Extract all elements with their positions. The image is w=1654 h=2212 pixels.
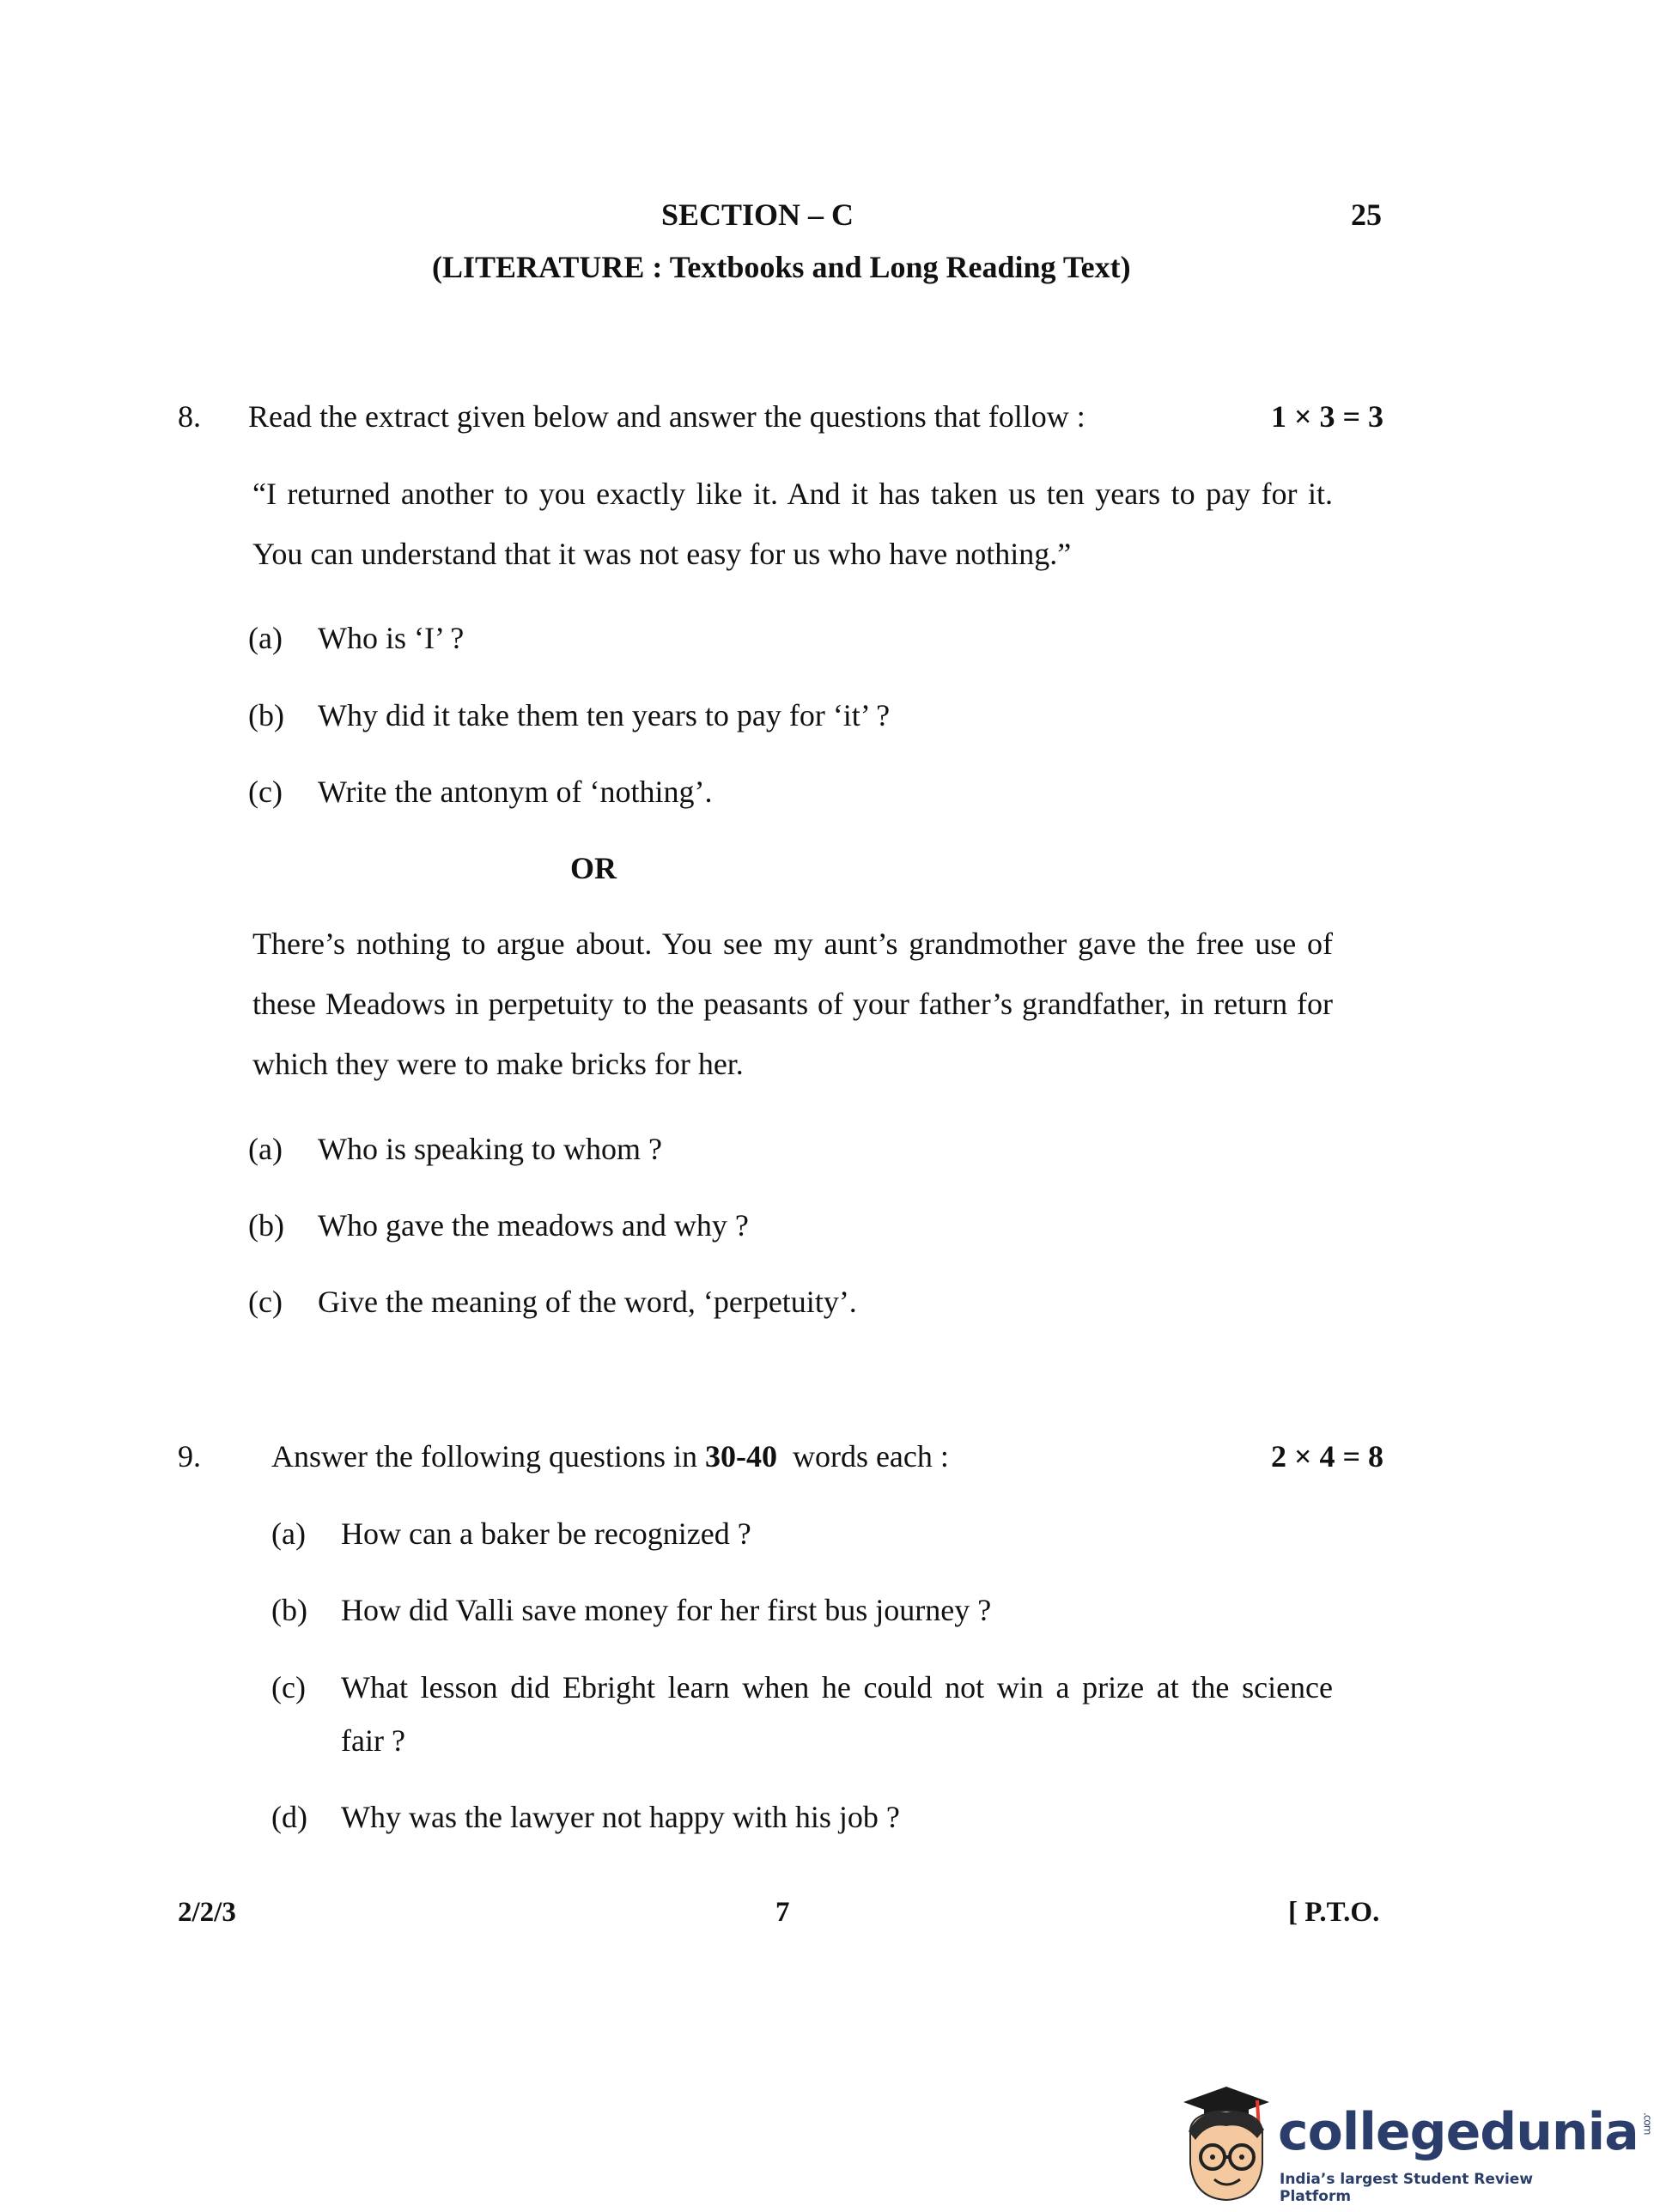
q8-alt-part-text: Who is speaking to whom ? (318, 1132, 662, 1166)
question-9-marks: 2 × 4 = 8 (1271, 1439, 1384, 1474)
alt-extract-line-2: these Meadows in perpetuity to the peasants of your father’s grandfather, in return for (252, 987, 1333, 1021)
question-8-marks: 1 × 3 = 3 (1271, 399, 1384, 434)
extract-line-2: You can understand that it was not easy for us who have nothing.” (252, 537, 1072, 571)
q8-part-text: Who is ‘I’ ? (318, 621, 465, 655)
q8-part-label: (b) (248, 698, 284, 732)
section-subtitle: (LITERATURE : Textbooks and Long Reading Text) (432, 250, 1131, 284)
paper-code: 2/2/3 (178, 1897, 236, 1928)
section-marks: 25 (1351, 198, 1382, 232)
alt-extract-line-1: There’s nothing to argue about. You see my aunt’s grandmother gave the free use of (252, 927, 1333, 961)
instruction-text: Answer the following questions in (271, 1439, 705, 1474)
q9-part-text: How did Valli save money for her first bus journey ? (341, 1593, 992, 1627)
collegedunia-logo (1166, 2078, 1654, 2207)
q9-part-label: (c) (271, 1670, 306, 1705)
question-8-instruction: Read the extract given below and answer the questions that follow : (248, 399, 1085, 434)
q9-part-text: How can a baker be recognized ? (341, 1516, 751, 1551)
q8-part-text: Write the antonym of ‘nothing’. (318, 775, 713, 809)
page-number: 7 (775, 1897, 790, 1928)
instruction-text: words each : (776, 1439, 949, 1474)
question-9-instruction (271, 1437, 949, 1475)
brand-text: collegedunia (1278, 2102, 1639, 2162)
q9-part-text: What lesson did Ebright learn when he could not win a prize at the science (341, 1670, 1333, 1705)
q8-alt-part-label: (b) (248, 1208, 284, 1243)
or-separator: OR (570, 851, 617, 885)
q8-alt-part-text: Give the meaning of the word, ‘perpetuity’. (318, 1285, 857, 1319)
q9-part-text-continued: fair ? (341, 1723, 405, 1758)
q8-alt-part-label: (a) (248, 1132, 283, 1166)
q8-part-text: Why did it take them ten years to pay for ‘it’ ? (318, 698, 891, 732)
q9-part-text: Why was the lawyer not happy with his job ? (341, 1800, 900, 1834)
section-title: SECTION – C (661, 198, 854, 232)
brand-tagline: India’s largest Student Review Platform (1280, 2171, 1534, 2205)
brand-name (1278, 2102, 1654, 2162)
q9-part-label: (d) (271, 1800, 307, 1834)
question-number-8: 8. (178, 399, 201, 434)
pto-note: [ P.T.O. (1288, 1897, 1380, 1928)
word-limit: 30-40 (704, 1439, 777, 1474)
q8-part-label: (c) (248, 775, 283, 809)
q9-part-label: (a) (271, 1516, 306, 1551)
q8-part-label: (a) (248, 621, 283, 655)
q8-alt-part-label: (c) (248, 1285, 283, 1319)
alt-extract-line-3: which they were to make bricks for her. (252, 1047, 744, 1081)
question-number-9: 9. (178, 1439, 201, 1474)
mascot-icon (1166, 2078, 1278, 2207)
extract-line-1: “I returned another to you exactly like it. And it has taken us ten years to pay for it. (252, 477, 1333, 511)
q9-part-label: (b) (271, 1593, 307, 1627)
q8-alt-part-text: Who gave the meadows and why ? (318, 1208, 749, 1243)
brand-suffix: .com (1641, 2112, 1654, 2135)
